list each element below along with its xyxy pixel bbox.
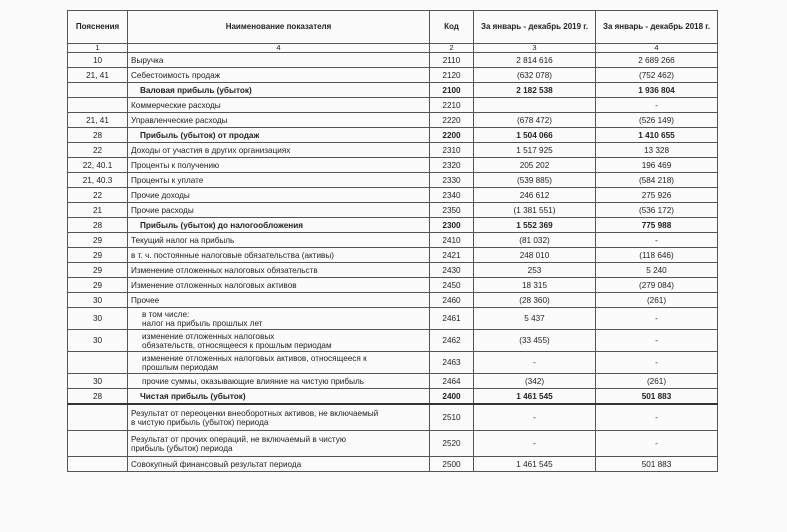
row-code: 2500 xyxy=(430,457,474,472)
row-note xyxy=(68,98,128,113)
table-row xyxy=(68,113,718,128)
table-row xyxy=(68,203,718,218)
table-row xyxy=(68,457,718,472)
row-name-line: в чистую прибыль (убыток) периода xyxy=(131,417,269,427)
header-code: Код xyxy=(430,11,474,44)
row-value-2018: (279 084) xyxy=(596,278,718,293)
table-row xyxy=(68,293,718,308)
row-name: Управленческие расходы xyxy=(128,113,430,128)
row-value-2018: (536 172) xyxy=(596,203,718,218)
table-row xyxy=(68,404,718,431)
row-value-2019: 1 461 545 xyxy=(474,457,596,472)
row-note: 22 xyxy=(68,143,128,158)
row-value-2018: - xyxy=(596,404,718,431)
row-value-2018: - xyxy=(596,233,718,248)
row-name xyxy=(128,404,430,431)
row-name xyxy=(128,330,430,352)
row-value-2018: (261) xyxy=(596,293,718,308)
row-code: 2520 xyxy=(430,431,474,457)
header-2019: За январь - декабрь 2019 г. xyxy=(474,11,596,44)
row-value-2018: 275 926 xyxy=(596,188,718,203)
table-row xyxy=(68,278,718,293)
row-name: Прибыль (убыток) от продаж xyxy=(128,128,430,143)
row-code: 2464 xyxy=(430,374,474,389)
row-name-line: налог на прибыль прошлых лет xyxy=(142,318,263,328)
row-note: 29 xyxy=(68,248,128,263)
row-name: Текущий налог на прибыль xyxy=(128,233,430,248)
row-note: 28 xyxy=(68,389,128,405)
row-name: Коммерческие расходы xyxy=(128,98,430,113)
row-value-2019: (678 472) xyxy=(474,113,596,128)
table-row xyxy=(68,53,718,68)
row-code: 2510 xyxy=(430,404,474,431)
row-note xyxy=(68,457,128,472)
row-code: 2340 xyxy=(430,188,474,203)
row-note xyxy=(68,431,128,457)
row-note: 30 xyxy=(68,293,128,308)
row-note: 10 xyxy=(68,53,128,68)
row-name-line: в том числе: xyxy=(142,309,190,319)
col-number: 3 xyxy=(474,44,596,53)
row-code: 2463 xyxy=(430,352,474,374)
row-value-2018: - xyxy=(596,330,718,352)
row-value-2018: - xyxy=(596,431,718,457)
row-note: 29 xyxy=(68,233,128,248)
table-row xyxy=(68,248,718,263)
row-note: 28 xyxy=(68,128,128,143)
table-row xyxy=(68,389,718,405)
row-value-2019: - xyxy=(474,431,596,457)
row-note: 22 xyxy=(68,188,128,203)
row-value-2019: 5 437 xyxy=(474,308,596,330)
row-name-line: изменение отложенных налоговых xyxy=(142,331,275,341)
row-name-line: обязательств, относящееся к прошлым периодам xyxy=(142,340,332,350)
table-row xyxy=(68,352,718,374)
row-code: 2460 xyxy=(430,293,474,308)
table-body xyxy=(68,53,718,472)
row-value-2018: - xyxy=(596,352,718,374)
col-number: 4 xyxy=(128,44,430,53)
row-value-2018: 2 689 266 xyxy=(596,53,718,68)
row-code: 2461 xyxy=(430,308,474,330)
col-number: 4 xyxy=(596,44,718,53)
row-name: Прибыль (убыток) до налогообложения xyxy=(128,218,430,233)
row-code: 2110 xyxy=(430,53,474,68)
row-value-2019: (632 078) xyxy=(474,68,596,83)
row-code: 2350 xyxy=(430,203,474,218)
row-name xyxy=(128,308,430,330)
row-note: 28 xyxy=(68,218,128,233)
row-value-2018: - xyxy=(596,308,718,330)
row-value-2018: (584 218) xyxy=(596,173,718,188)
row-name xyxy=(128,352,430,374)
table-row xyxy=(68,308,718,330)
row-value-2018: 1 936 804 xyxy=(596,83,718,98)
row-note: 21, 41 xyxy=(68,68,128,83)
row-value-2019: 1 461 545 xyxy=(474,389,596,405)
table-row xyxy=(68,98,718,113)
table-row xyxy=(68,374,718,389)
row-value-2018: (261) xyxy=(596,374,718,389)
table-row xyxy=(68,173,718,188)
row-value-2019: - xyxy=(474,404,596,431)
header-2018: За январь - декабрь 2018 г. xyxy=(596,11,718,44)
row-name xyxy=(128,431,430,457)
row-name-line: Результат от прочих операций, не включаемый в чистую xyxy=(131,434,346,444)
row-value-2018: 1 410 655 xyxy=(596,128,718,143)
row-note: 21, 40.3 xyxy=(68,173,128,188)
row-note: 22, 40.1 xyxy=(68,158,128,173)
row-value-2019: 253 xyxy=(474,263,596,278)
table-row xyxy=(68,128,718,143)
table-row xyxy=(68,233,718,248)
row-code: 2400 xyxy=(430,389,474,405)
row-code: 2330 xyxy=(430,173,474,188)
row-value-2019: 2 182 538 xyxy=(474,83,596,98)
row-name-line: изменение отложенных налоговых активов, относящееся к xyxy=(142,353,367,363)
row-note xyxy=(68,83,128,98)
table-row xyxy=(68,83,718,98)
table-row xyxy=(68,143,718,158)
table-row xyxy=(68,330,718,352)
row-value-2018: 775 988 xyxy=(596,218,718,233)
row-value-2018: (526 149) xyxy=(596,113,718,128)
row-note: 30 xyxy=(68,374,128,389)
row-name: в т. ч. постоянные налоговые обязательства (активы) xyxy=(128,248,430,263)
row-name: Выручка xyxy=(128,53,430,68)
row-name: Доходы от участия в других организациях xyxy=(128,143,430,158)
row-note xyxy=(68,352,128,374)
row-name-line: Результат от переоценки внеоборотных активов, не включаемый xyxy=(131,408,379,418)
row-code: 2320 xyxy=(430,158,474,173)
row-code: 2220 xyxy=(430,113,474,128)
row-name: прочие суммы, оказывающие влияние на чистую прибыль xyxy=(128,374,430,389)
row-value-2019: 205 202 xyxy=(474,158,596,173)
row-note: 29 xyxy=(68,278,128,293)
col-number: 2 xyxy=(430,44,474,53)
row-code: 2430 xyxy=(430,263,474,278)
row-name: Проценты к получению xyxy=(128,158,430,173)
row-value-2019 xyxy=(474,98,596,113)
table-row xyxy=(68,68,718,83)
row-name: Изменение отложенных налоговых обязательств xyxy=(128,263,430,278)
row-value-2019: 2 814 616 xyxy=(474,53,596,68)
row-name-line: прибыль (убыток) периода xyxy=(131,443,233,453)
row-value-2019: 1 552 369 xyxy=(474,218,596,233)
row-value-2018: 501 883 xyxy=(596,389,718,405)
row-code: 2300 xyxy=(430,218,474,233)
row-value-2019: (342) xyxy=(474,374,596,389)
row-value-2018: (118 646) xyxy=(596,248,718,263)
header-name: Наименование показателя xyxy=(128,11,430,44)
row-value-2019: (1 381 551) xyxy=(474,203,596,218)
row-code: 2310 xyxy=(430,143,474,158)
row-name: Проценты к уплате xyxy=(128,173,430,188)
row-name: Прочие расходы xyxy=(128,203,430,218)
financial-results-table xyxy=(67,10,718,472)
row-value-2018: - xyxy=(596,98,718,113)
row-code: 2450 xyxy=(430,278,474,293)
row-value-2019: (81 032) xyxy=(474,233,596,248)
row-code: 2210 xyxy=(430,98,474,113)
row-note: 29 xyxy=(68,263,128,278)
header-note: Пояснения xyxy=(68,11,128,44)
row-note: 21, 41 xyxy=(68,113,128,128)
row-value-2019: 246 612 xyxy=(474,188,596,203)
row-value-2019: (539 885) xyxy=(474,173,596,188)
row-name: Совокупный финансовый результат периода xyxy=(128,457,430,472)
column-numbers-row xyxy=(68,44,718,53)
row-note: 21 xyxy=(68,203,128,218)
row-name: Прочие доходы xyxy=(128,188,430,203)
row-code: 2462 xyxy=(430,330,474,352)
row-name-line: прошлым периодам xyxy=(142,362,219,372)
row-value-2019: (28 360) xyxy=(474,293,596,308)
row-name: Прочее xyxy=(128,293,430,308)
table-row xyxy=(68,158,718,173)
row-value-2019: 18 315 xyxy=(474,278,596,293)
row-value-2018: 501 883 xyxy=(596,457,718,472)
table-row xyxy=(68,218,718,233)
row-code: 2200 xyxy=(430,128,474,143)
row-note: 30 xyxy=(68,330,128,352)
row-value-2019: (33 455) xyxy=(474,330,596,352)
row-value-2019: 1 504 066 xyxy=(474,128,596,143)
row-name: Изменение отложенных налоговых активов xyxy=(128,278,430,293)
row-code: 2410 xyxy=(430,233,474,248)
row-value-2019: 1 517 925 xyxy=(474,143,596,158)
row-value-2018: 13 328 xyxy=(596,143,718,158)
row-note xyxy=(68,404,128,431)
col-number: 1 xyxy=(68,44,128,53)
row-code: 2120 xyxy=(430,68,474,83)
row-value-2019: - xyxy=(474,352,596,374)
row-name: Чистая прибыль (убыток) xyxy=(128,389,430,405)
row-value-2018: 196 469 xyxy=(596,158,718,173)
table-header-row xyxy=(68,11,718,44)
row-code: 2100 xyxy=(430,83,474,98)
table-row xyxy=(68,188,718,203)
row-note: 30 xyxy=(68,308,128,330)
row-value-2019: 248 010 xyxy=(474,248,596,263)
table-row xyxy=(68,431,718,457)
table-row xyxy=(68,263,718,278)
row-name: Себестоимость продаж xyxy=(128,68,430,83)
row-value-2018: (752 462) xyxy=(596,68,718,83)
row-value-2018: 5 240 xyxy=(596,263,718,278)
row-code: 2421 xyxy=(430,248,474,263)
row-name: Валовая прибыль (убыток) xyxy=(128,83,430,98)
